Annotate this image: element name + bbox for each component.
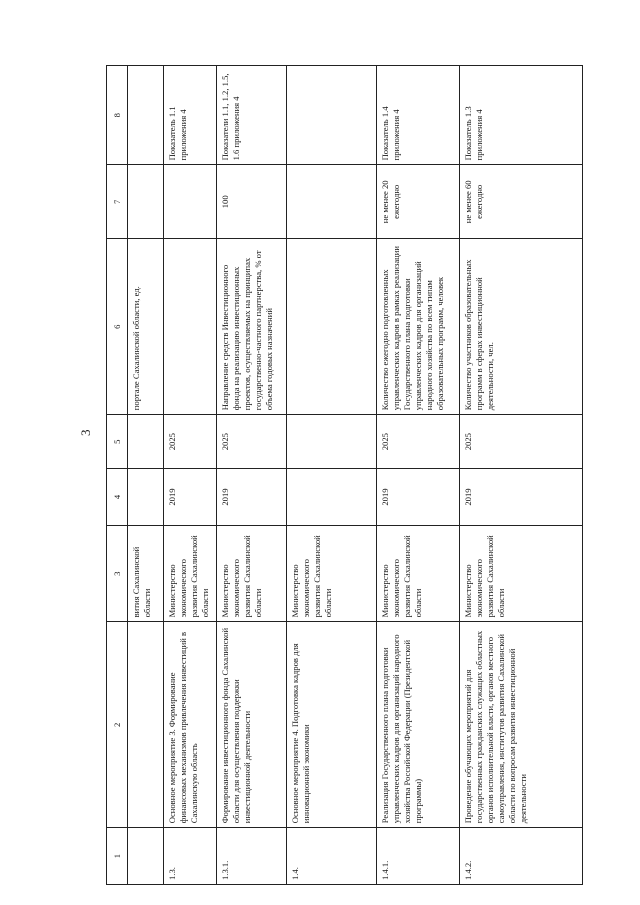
cell-number xyxy=(128,828,164,885)
table-row xyxy=(459,66,582,885)
table-row xyxy=(217,66,286,885)
cell-indicator: Показатель 1.1 приложения 4 xyxy=(164,66,217,165)
column-header: 2 xyxy=(107,622,128,828)
measures-table xyxy=(106,65,583,885)
cell-end-year: 2025 xyxy=(376,415,459,469)
cell-indicator xyxy=(286,66,376,165)
cell-start-year: 2019 xyxy=(217,469,286,526)
cell-target: не менее 60 ежегодно xyxy=(459,165,582,239)
cell-measure xyxy=(128,622,164,828)
cell-end-year: 2025 xyxy=(164,415,217,469)
cell-indicator: Показатели 1.1, 1.2, 1.5, 1.6 приложения 4 xyxy=(217,66,286,165)
cell-result: Направление средств Инвестиционного фонда на реализацию инвестиционных проектов, осуществляемых на принципах государственно-частного партнерства, % от объема годовых назначений xyxy=(217,239,286,415)
column-header: 4 xyxy=(107,469,128,526)
cell-number: 1.4.1. xyxy=(376,828,459,885)
cell-executor: Министерство экономического развития Сахалинской области xyxy=(286,525,376,622)
header-row xyxy=(107,66,128,885)
cell-number: 1.3.1. xyxy=(217,828,286,885)
cell-start-year: 2019 xyxy=(164,469,217,526)
cell-executor: вития Сахалинской области xyxy=(128,525,164,622)
cell-start-year xyxy=(286,469,376,526)
cell-number: 1.4.2. xyxy=(459,828,582,885)
table-row xyxy=(376,66,459,885)
document-table-rotated xyxy=(106,65,583,885)
cell-start-year xyxy=(128,469,164,526)
table-row xyxy=(286,66,376,885)
cell-executor: Министерство экономического развития Сахалинской области xyxy=(376,525,459,622)
column-header: 1 xyxy=(107,828,128,885)
cell-target: 100 xyxy=(217,165,286,239)
column-header: 7 xyxy=(107,165,128,239)
cell-number: 1.4. xyxy=(286,828,376,885)
cell-executor: Министерство экономического развития Сахалинской области xyxy=(164,525,217,622)
cell-start-year: 2019 xyxy=(376,469,459,526)
cell-measure: Проведение обучающих мероприятий для государственных гражданских служащих областных органов исполнительной власти, органов местного самоуправления, институтов развития Сахалинской области по вопросам развития инвестиционной деятельности xyxy=(459,622,582,828)
column-header: 8 xyxy=(107,66,128,165)
cell-measure: Формирование инвестиционного фонда Сахалинской области для осуществления поддержки инвестиционной деятельности xyxy=(217,622,286,828)
column-header: 6 xyxy=(107,239,128,415)
cell-end-year xyxy=(128,415,164,469)
cell-target: не менее 20 ежегодно xyxy=(376,165,459,239)
cell-end-year: 2025 xyxy=(217,415,286,469)
cell-start-year: 2019 xyxy=(459,469,582,526)
cell-result: Количество ежегодно подготовленных управленческих кадров в рамках реализации Государственного плана подготовки управленческих кадров для организаций народного хозяйства по всем типам образовательных программ, человек xyxy=(376,239,459,415)
cell-result: Количество участников образовательных программ в сферах инвестиционной деятельности, чел. xyxy=(459,239,582,415)
cell-measure: Основное мероприятие 4. Подготовка кадров для инновационной экономики xyxy=(286,622,376,828)
cell-result: портале Сахалинской области, ед. xyxy=(128,239,164,415)
cell-indicator xyxy=(128,66,164,165)
table-row xyxy=(164,66,217,885)
cell-indicator: Показатель 1.3 приложения 4 xyxy=(459,66,582,165)
cell-target xyxy=(128,165,164,239)
column-header: 3 xyxy=(107,525,128,622)
cell-measure: Реализация Государственного плана подготовки управленческих кадров для организаций народного хозяйства Российской Федерации (Президентской программы) xyxy=(376,622,459,828)
cell-indicator: Показатель 1.4 приложения 4 xyxy=(376,66,459,165)
cell-end-year: 2025 xyxy=(459,415,582,469)
cell-executor: Министерство экономического развития Сахалинской области xyxy=(217,525,286,622)
cell-end-year xyxy=(286,415,376,469)
cell-target xyxy=(164,165,217,239)
table-row xyxy=(128,66,164,885)
cell-executor: Министерство экономического развития Сахалинской области xyxy=(459,525,582,622)
page-number: 3 xyxy=(78,429,93,436)
cell-result xyxy=(164,239,217,415)
cell-number: 1.3. xyxy=(164,828,217,885)
column-header: 5 xyxy=(107,415,128,469)
cell-measure: Основное мероприятие 3. Формирование финансовых механизмов привлечения инвестиций в Сахалинскую область xyxy=(164,622,217,828)
cell-result xyxy=(286,239,376,415)
cell-target xyxy=(286,165,376,239)
